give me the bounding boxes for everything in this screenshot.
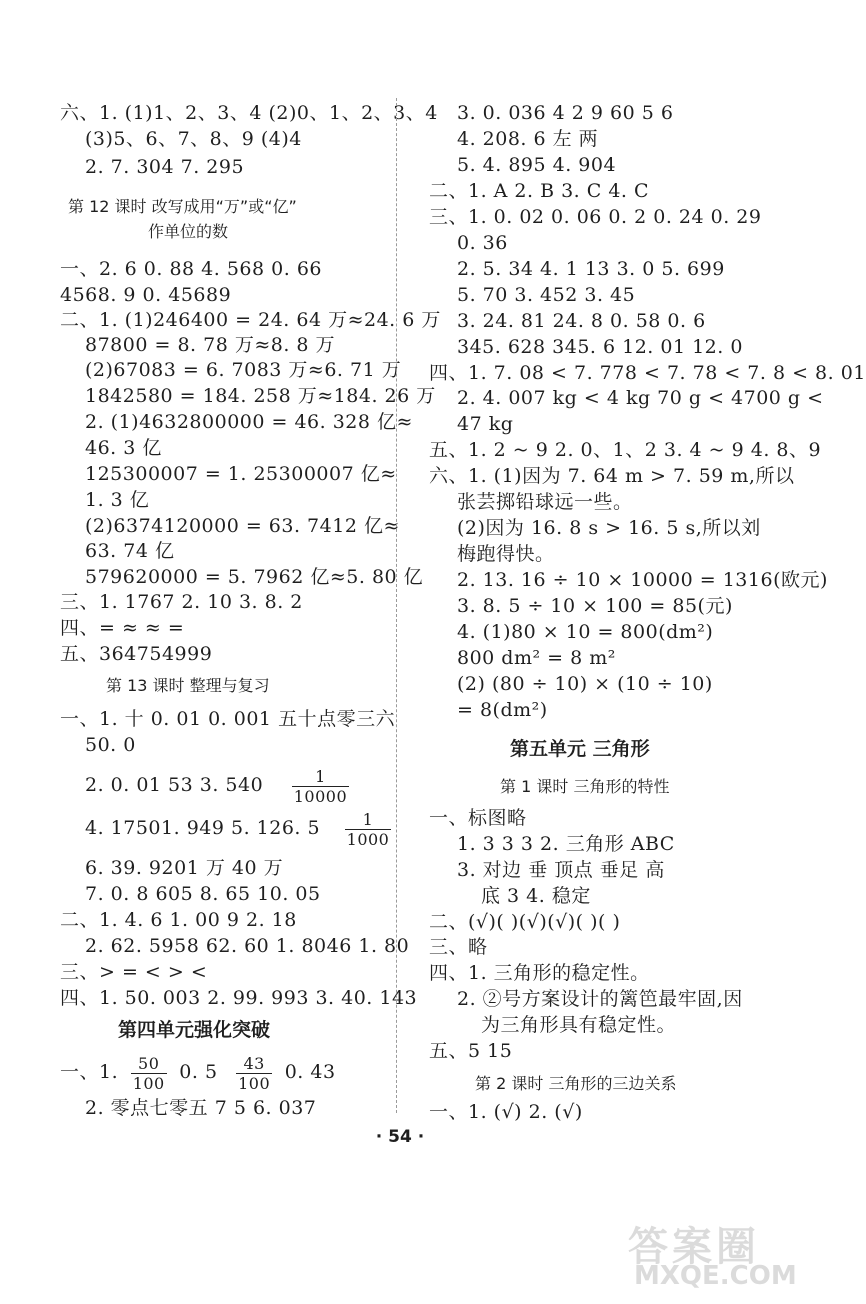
answer-line-with-fraction xyxy=(85,800,397,856)
answer-line: 579620000 = 5. 7962 亿≈5. 80 亿 xyxy=(85,566,424,588)
lesson-heading: 作单位的数 xyxy=(148,222,229,241)
fraction-numerator: 1 xyxy=(315,766,326,786)
answer-line: 一、1. (√) 2. (√) xyxy=(429,1101,583,1123)
answer-line: 2. 7. 304 7. 295 xyxy=(85,156,245,178)
answer-text: 2. 0. 01 53 3. 540 xyxy=(85,774,264,796)
fraction-numerator: 50 xyxy=(138,1053,160,1073)
answer-line: 为三角形具有稳定性。 xyxy=(481,1014,677,1036)
answer-line: 一、标图略 xyxy=(429,807,527,829)
answer-line: 梅跑得快。 xyxy=(457,543,555,565)
fraction-denominator: 10000 xyxy=(293,786,348,806)
answer-line: 2. ②号方案设计的篱笆最牢固,因 xyxy=(457,988,743,1010)
answer-line: 四、1. 7. 08 < 7. 778 < 7. 78 < 7. 8 < 8. 01 xyxy=(429,362,866,384)
column-divider xyxy=(396,98,397,1113)
lesson-heading: 第 13 课时 整理与复习 xyxy=(106,676,270,695)
answer-line: 3. 对边 垂 顶点 垂足 高 xyxy=(457,859,665,881)
answer-line: 四、1. 50. 003 2. 99. 993 3. 40. 143 xyxy=(60,987,418,1009)
answer-line-with-fraction xyxy=(60,1044,336,1100)
answer-line: 50. 0 xyxy=(85,734,136,756)
answer-line: 4. 208. 6 左 两 xyxy=(457,128,599,150)
answer-line: 2. 5. 34 4. 1 13 3. 0 5. 699 xyxy=(457,258,725,280)
answer-line: (2)67083 = 6. 7083 万≈6. 71 万 xyxy=(85,359,402,381)
fraction-denominator: 100 xyxy=(132,1073,165,1093)
unit-heading: 第四单元强化突破 xyxy=(118,1019,271,1041)
answer-line: 5. 70 3. 452 3. 45 xyxy=(457,284,636,306)
fraction xyxy=(345,810,392,849)
answer-line: 5. 4. 895 4. 904 xyxy=(457,154,617,176)
answer-line: 三、略 xyxy=(429,936,488,958)
lesson-heading: 第 12 课时 改写成用“万”或“亿” xyxy=(68,197,297,216)
fraction xyxy=(131,1054,167,1093)
answer-line: 2. 零点七零五 7 5 6. 037 xyxy=(85,1097,317,1119)
lesson-heading: 第 1 课时 三角形的特性 xyxy=(500,777,670,796)
fraction-numerator: 1 xyxy=(362,809,374,829)
answer-line: 二、1. 4. 6 1. 00 9 2. 18 xyxy=(60,909,297,931)
answer-line: 一、2. 6 0. 88 4. 568 0. 66 xyxy=(60,258,322,280)
answer-line: 345. 628 345. 6 12. 01 12. 0 xyxy=(457,336,743,358)
answer-line: 1. 3 亿 xyxy=(85,489,150,511)
answer-line: 3. 0. 036 4 2 9 60 5 6 xyxy=(457,102,674,124)
answer-line: 0. 36 xyxy=(457,232,508,254)
fraction-denominator: 1000 xyxy=(346,829,390,849)
answer-line: 三、> = < > < xyxy=(60,961,208,983)
answer-text: 4. 17501. 949 5. 126. 5 xyxy=(85,817,321,839)
answer-line: 4568. 9 0. 45689 xyxy=(60,284,232,306)
answer-line: 一、1. 十 0. 01 0. 001 五十点零三六 xyxy=(60,708,396,730)
answer-line: 47 kg xyxy=(457,413,514,435)
answer-line: 800 dm² = 8 m² xyxy=(457,647,616,669)
page-number: · 54 · xyxy=(375,1127,425,1147)
fraction-denominator: 100 xyxy=(238,1073,271,1093)
answer-line: 2. 62. 5958 62. 60 1. 8046 1. 80 xyxy=(85,935,410,957)
watermark-url: MXQE.COM xyxy=(634,1261,797,1291)
unit-heading: 第五单元 三角形 xyxy=(510,738,650,760)
answer-line: 张芸掷铅球远一些。 xyxy=(457,491,633,513)
answer-line: = 8(dm²) xyxy=(457,699,548,721)
fraction-numerator: 43 xyxy=(243,1053,265,1073)
answer-line: 46. 3 亿 xyxy=(85,437,162,459)
answer-line: 4. (1)80 × 10 = 800(dm²) xyxy=(457,621,714,643)
answer-line: 2. 4. 007 kg < 4 kg 70 g < 4700 g < xyxy=(457,387,824,409)
answer-line: 二、1. (1)246400 = 24. 64 万≈24. 6 万 xyxy=(60,309,441,331)
answer-line: 63. 74 亿 xyxy=(85,540,175,562)
answer-text: 0. 5 xyxy=(179,1061,218,1083)
answer-line: (2) (80 ÷ 10) × (10 ÷ 10) xyxy=(457,673,713,695)
answer-line: 五、364754999 xyxy=(60,643,213,665)
answer-line: 五、1. 2 ~ 9 2. 0、1、2 3. 4 ~ 9 4. 8、9 xyxy=(429,439,822,461)
answer-line: 2. (1)4632800000 = 46. 328 亿≈ xyxy=(85,411,413,433)
answer-line: 3. 8. 5 ÷ 10 × 100 = 85(元) xyxy=(457,595,733,617)
fraction xyxy=(236,1054,272,1093)
answer-line: (2)6374120000 = 63. 7412 亿≈ xyxy=(85,515,400,537)
answer-line: (2)因为 16. 8 s > 16. 5 s,所以刘 xyxy=(457,517,761,539)
answer-line: 三、1. 0. 02 0. 06 0. 2 0. 24 0. 29 xyxy=(429,206,762,228)
lesson-heading: 第 2 课时 三角形的三边关系 xyxy=(475,1074,677,1093)
answer-line: 四、= ≈ ≈ = xyxy=(60,617,185,639)
answer-line: 125300007 = 1. 25300007 亿≈ xyxy=(85,463,397,485)
answer-line: 六、1. (1)1、2、3、4 (2)0、1、2、3、4 xyxy=(60,102,438,124)
answer-line: 底 3 4. 稳定 xyxy=(481,885,591,907)
answer-line: 六、1. (1)因为 7. 64 m > 7. 59 m,所以 xyxy=(429,465,795,487)
answer-line: 二、1. A 2. B 3. C 4. C xyxy=(429,180,650,202)
answer-line: 二、(√)( )(√)(√)( )( ) xyxy=(429,911,621,933)
answer-line: 3. 24. 81 24. 8 0. 58 0. 6 xyxy=(457,310,706,332)
watermark-text: 答案圈 xyxy=(628,1224,760,1270)
answer-line: 87800 = 8. 78 万≈8. 8 万 xyxy=(85,334,336,356)
answer-text: 一、1. xyxy=(60,1061,119,1083)
answer-line: 2. 13. 16 ÷ 10 × 10000 = 1316(欧元) xyxy=(457,569,828,591)
answer-line: 6. 39. 9201 万 40 万 xyxy=(85,857,284,879)
answer-line: 1842580 = 184. 258 万≈184. 26 万 xyxy=(85,385,436,407)
answer-text: 0. 43 xyxy=(284,1061,336,1083)
answer-line: (3)5、6、7、8、9 (4)4 xyxy=(85,128,302,150)
answer-line: 1. 3 3 3 2. 三角形 ABC xyxy=(457,833,675,855)
watermark-logo xyxy=(628,1215,797,1293)
answer-line: 五、5 15 xyxy=(429,1040,513,1062)
answer-line: 四、1. 三角形的稳定性。 xyxy=(429,962,650,984)
answer-line: 7. 0. 8 605 8. 65 10. 05 xyxy=(85,883,321,905)
answer-line: 三、1. 1767 2. 10 3. 8. 2 xyxy=(60,591,303,613)
